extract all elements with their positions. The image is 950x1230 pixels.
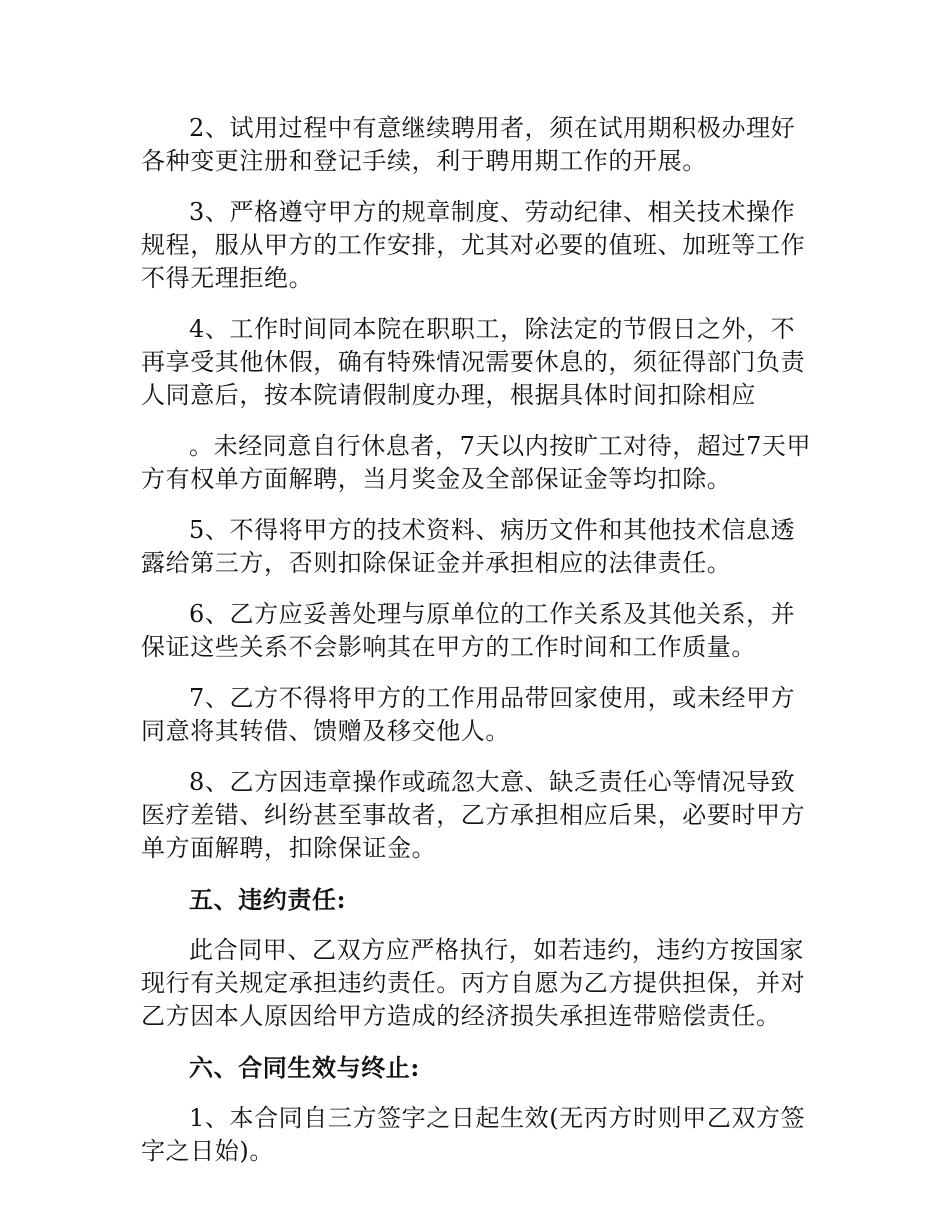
section-6-heading: 六、合同生效与终止: xyxy=(189,1053,420,1082)
document-body xyxy=(141,112,813,1186)
clause-8-paragraph: 8、乙方因违章操作或疏忽大意、缺乏责任心等情况导致医疗差错、纠纷甚至事故者，乙方承担相应后果，必要时甲方单方面解聘，扣除保证金。 xyxy=(141,768,806,862)
clause-6-paragraph: 6、乙方应妥善处理与原单位的工作关系及其他关系，并保证这些关系不会影响其在甲方的工作时间和工作质量。 xyxy=(141,600,796,661)
effective-date-paragraph: 1、本合同自三方签字之日起生效(无丙方时则甲乙双方签字之日始)。 xyxy=(141,1104,806,1165)
clause-7-paragraph: 7、乙方不得将甲方的工作用品带回家使用，或未经甲方同意将其转借、馈赠及移交他人。 xyxy=(141,684,796,745)
section-5-heading: 五、违约责任: xyxy=(189,885,347,914)
clause-5-paragraph: 5、不得将甲方的技术资料、病历文件和其他技术信息透露给第三方，否则扣除保证金并承担相应的法律责任。 xyxy=(141,516,796,577)
clause-2-paragraph: 2、试用过程中有意继续聘用者，须在试用期积极办理好各种变更注册和登记手续，利于聘用期工作的开展。 xyxy=(141,114,796,175)
clause-4-continuation-paragraph: 。未经同意自行休息者，7天以内按旷工对待，超过7天甲方有权单方面解聘，当月奖金及全部保证金等均扣除。 xyxy=(141,432,812,493)
breach-liability-paragraph: 此合同甲、乙双方应严格执行，如若违约，违约方按国家现行有关规定承担违约责任。丙方自愿为乙方提供担保，并对乙方因本人原因给甲方造成的经济损失承担连带赔偿责任。 xyxy=(141,936,806,1030)
clause-3-paragraph: 3、严格遵守甲方的规章制度、劳动纪律、相关技术操作规程，服从甲方的工作安排，尤其对必要的值班、加班等工作不得无理拒绝。 xyxy=(141,198,806,292)
clause-4-paragraph: 4、工作时间同本院在职职工，除法定的节假日之外，不再享受其他休假，确有特殊情况需要休息的，须征得部门负责人同意后，按本院请假制度办理，根据具体时间扣除相应 xyxy=(141,315,806,409)
